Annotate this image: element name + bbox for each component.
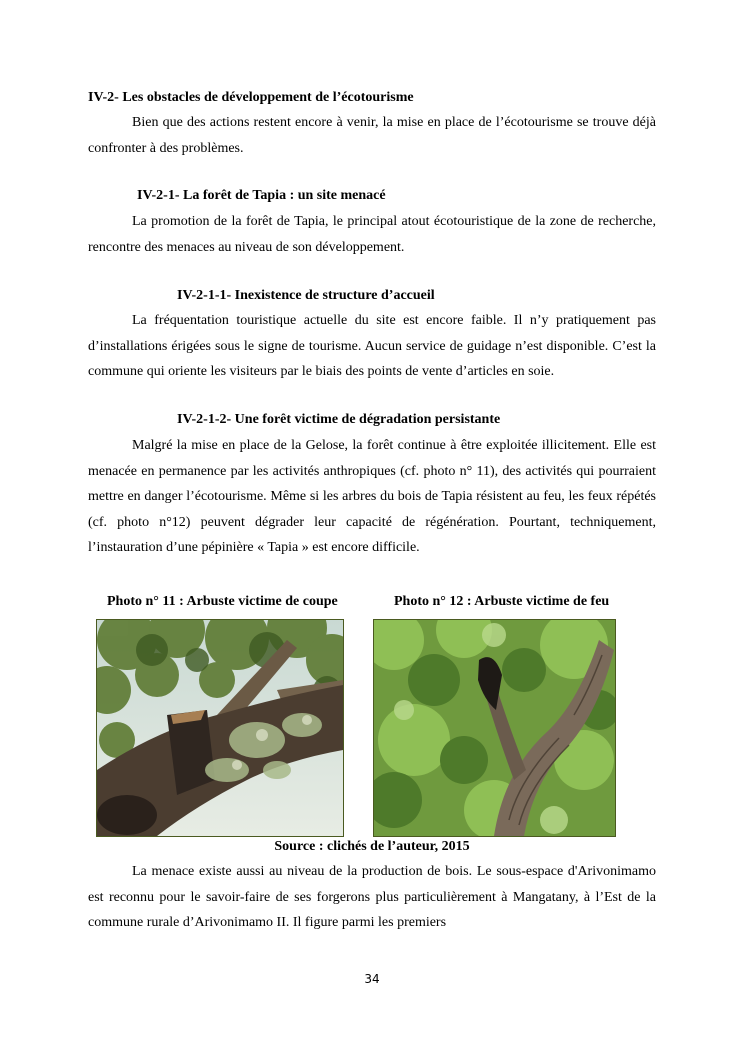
sub2-paragraph: Malgré la mise en place de la Gelose, la forêt continue à être exploitée illicitement. Elle est menacée en permanence par les activités anthropiques (cf. photo n° 11), des activités qui pourraient mettre en danger l’écotourisme. Même si les arbres du bois de Tapia résistent au feu, les feux répétés (cf. photo n°12) peuvent dégrader leur capacité de régénération. Pourtant, techniquement, l’instauration d’une pépinière « Tapia » est encore difficile. <box>88 438 656 556</box>
subsection-heading: IV-2-1- La forêt de Tapia : un site menacé <box>137 188 386 203</box>
photo-12-burnt-tree <box>373 619 616 837</box>
photo-11-cut-tree <box>96 619 344 837</box>
sub2-heading: IV-2-1-2- Une forêt victime de dégradation persistante <box>177 412 501 427</box>
subsection-paragraph: La promotion de la forêt de Tapia, le principal atout écotouristique de la zone de recherche, rencontre des menaces au niveau de son développement. <box>88 214 656 255</box>
sub1-paragraph: La fréquentation touristique actuelle du site est encore faible. Il n’y pratiquement pas d’installations érigées sous le signe de tourisme. Aucun service de guidage n’est disponible. C’est la commune qui oriente les visiteurs par le biais des points de vente d’articles en soie. <box>88 313 656 380</box>
section-intro-paragraph: Bien que des actions restent encore à venir, la mise en place de l’écotourisme se trouve déjà confronter à des problèmes. <box>88 115 656 156</box>
closing-paragraph: La menace existe aussi au niveau de la production de bois. Le sous-espace d'Arivonimamo est reconnu pour le savoir-faire de ses forgerons plus particulièrement à Mangatany, à l’Est de la commune rurale d’Arivonimamo II. Il figure parmi les premiers <box>88 864 656 931</box>
photo-12-caption: Photo n° 12 : Arbuste victime de feu <box>394 594 610 609</box>
section-heading: IV-2- Les obstacles de développement de l’écotourisme <box>88 90 414 105</box>
photo-source: Source : clichés de l’auteur, 2015 <box>274 839 470 854</box>
photo-11-caption: Photo n° 11 : Arbuste victime de coupe <box>107 594 338 609</box>
sub1-heading: IV-2-1-1- Inexistence de structure d’accueil <box>177 288 435 303</box>
page-number: 34 <box>364 972 380 986</box>
